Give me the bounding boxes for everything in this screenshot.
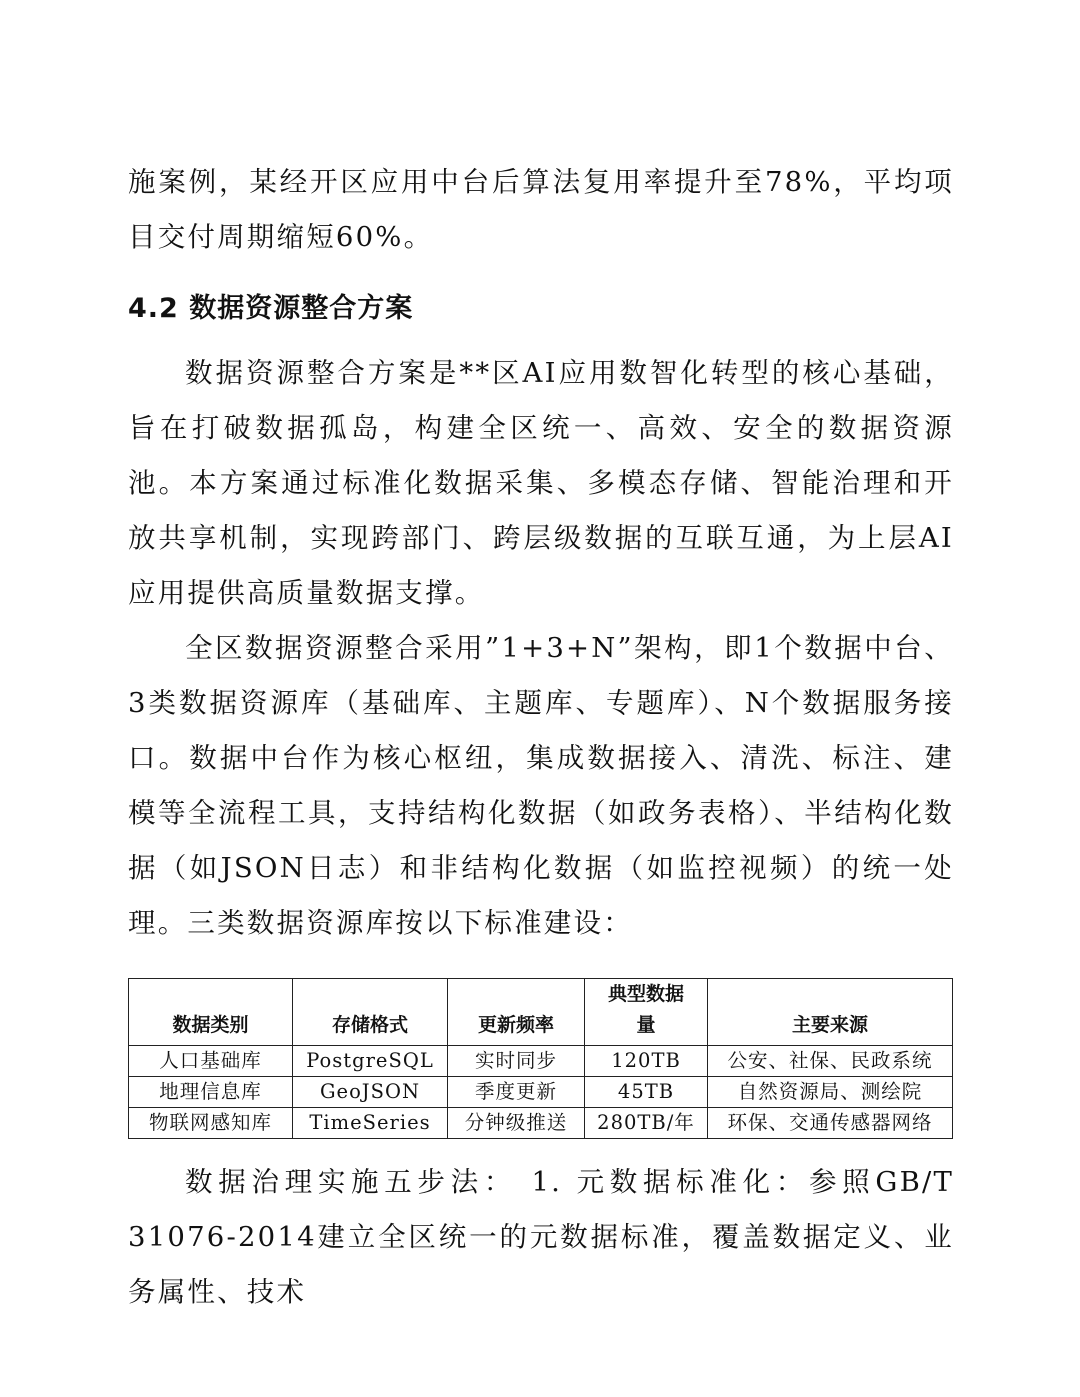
paragraph-intro: 数据资源整合方案是**区AI应用数智化转型的核心基础，旨在打破数据孤岛，构建全区统一、高效、安全的数据资源池。本方案通过标准化数据采集、多模态存储、智能治理和开放共享机制，实现跨部门、跨层级数据的互联互通，为上层AI应用提供高质量数据支撑。 — [128, 357, 954, 609]
table-cell: 自然资源局、测绘院 — [708, 1077, 953, 1108]
table-cell: 环保、交通传感器网络 — [708, 1108, 953, 1139]
table-cell: GeoJSON — [293, 1077, 448, 1108]
data-resource-table — [128, 978, 953, 1139]
table-cell: 280TB/年 — [585, 1108, 708, 1139]
table-cell: 120TB — [585, 1046, 708, 1077]
table-cell: 分钟级推送 — [448, 1108, 585, 1139]
table-cell: 物联网感知库 — [129, 1108, 293, 1139]
table-header-cell: 典型数据量 — [585, 979, 708, 1046]
table-header-cell: 存储格式 — [293, 979, 448, 1046]
table-cell: 45TB — [585, 1077, 708, 1108]
table-header-cell: 更新频率 — [448, 979, 585, 1046]
table-header-cell: 数据类别 — [129, 979, 293, 1046]
table-cell: 季度更新 — [448, 1077, 585, 1108]
table-row — [129, 1108, 953, 1139]
table-cell: 公安、社保、民政系统 — [708, 1046, 953, 1077]
table-cell: PostgreSQL — [293, 1046, 448, 1077]
table-cell: 实时同步 — [448, 1046, 585, 1077]
table-cell: TimeSeries — [293, 1108, 448, 1139]
table-cell: 人口基础库 — [129, 1046, 293, 1077]
paragraph-architecture: 全区数据资源整合采用”1+3+N”架构，即1个数据中台、3类数据资源库（基础库、主题库、专题库）、N个数据服务接口。数据中台作为核心枢纽，集成数据接入、清洗、标注、建模等全流程工具，支持结构化数据（如政务表格）、半结构化数据（如JSON日志）和非结构化数据（如监控视频）的统一处理。三类数据资源库按以下标准建设： — [128, 632, 954, 939]
section-heading: 4.2 数据资源整合方案 — [128, 293, 414, 324]
paragraph-governance: 数据治理实施五步法： 1. 元数据标准化：参照GB/T 31076-2014建立全区统一的元数据标准，覆盖数据定义、业务属性、技术 — [128, 1166, 954, 1308]
paragraph-continuation: 施案例，某经开区应用中台后算法复用率提升至78%，平均项目交付周期缩短60%。 — [128, 166, 954, 253]
table-cell: 地理信息库 — [129, 1077, 293, 1108]
table-header-row — [129, 979, 953, 1046]
table-row — [129, 1077, 953, 1108]
table-header-cell: 主要来源 — [708, 979, 953, 1046]
table-row — [129, 1046, 953, 1077]
